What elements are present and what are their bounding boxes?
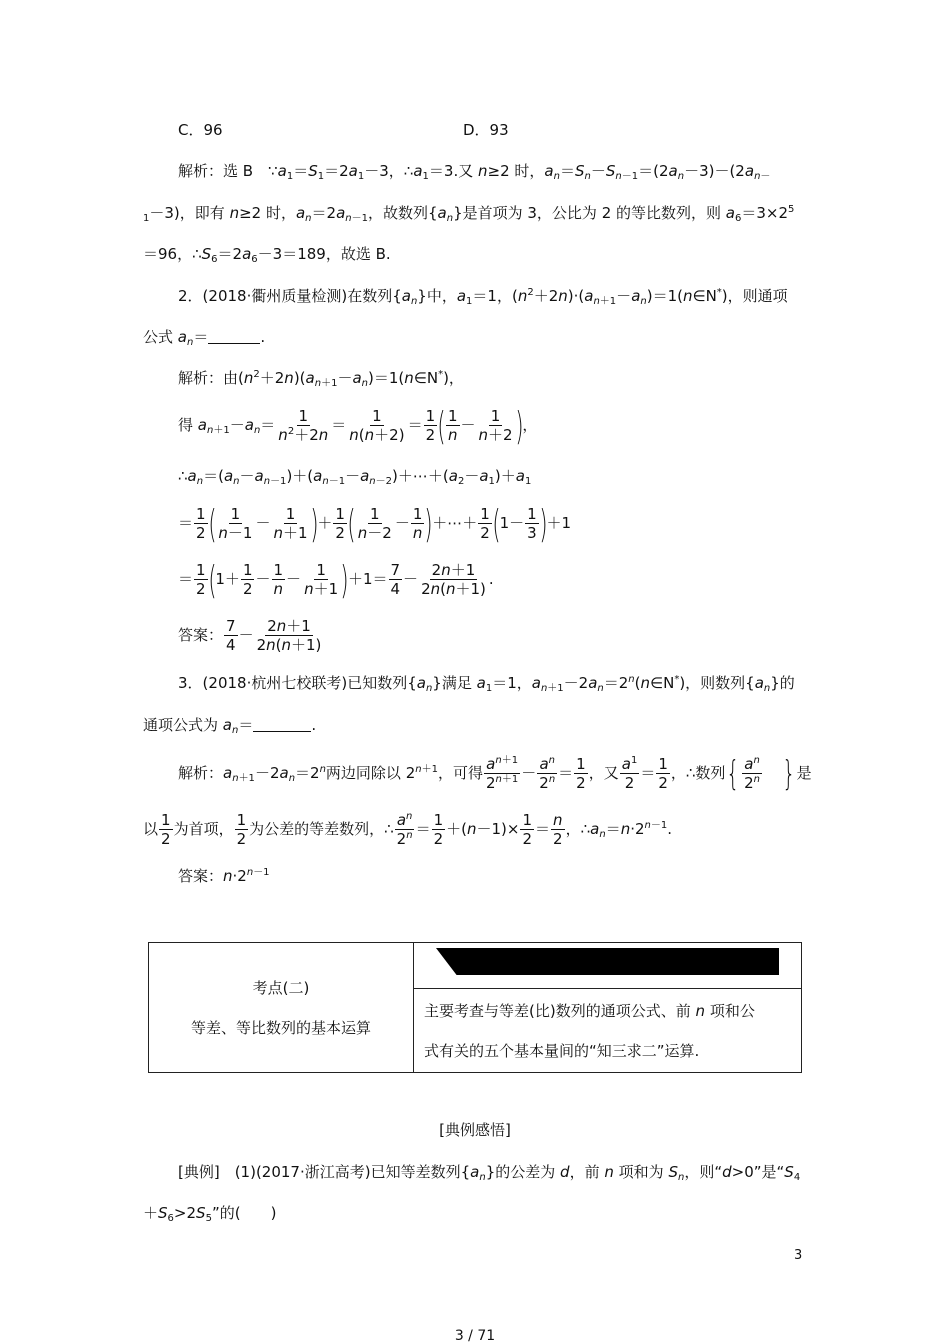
problem-2-line-2: 公式 $a_n=$ . [143,328,266,348]
topic-banner [436,948,779,975]
section-heading: [典例感悟] [439,1121,511,1139]
problem-2-answer: 答案： $\frac{7}{4}$ － $\frac{2n+1}{2n(n+1)}$ [178,617,322,654]
topic-cell [149,943,414,1073]
problem-3-line-1: 3．(2018·杭州七校联考)已知数列$\{a_n\}$满足 $a_1=1$，$a_{n+1}-2a_n=2^n(n\in N^*)$，则数列$\{a_n\}$的 [178,674,795,694]
solution-1-line-3: ＝96，$\therefore S_6=2a_6-3=189$，故选 B. [143,245,391,265]
example-line-1: [典例] (1)(2017·浙江高考)已知等差数列$\{a_n\}$的公差为 d，前 n 项和为 $S_n$，则“d>0”是“$S_4$ [178,1163,801,1183]
problem-3-line-2: 通项公式为 $a_n=$ . [143,716,317,736]
problem-3-solution-line-1: 解析：$a_{n+1}-2a_n=2^n$两边同除以 $2^{n+1}$，可得 $\frac{a^{n+1}}{2^{n+1}}$ － $\frac{a^n}{2^n}$ ＝ $\frac{1}{2}$ ，又 $\frac{a^1}{2}$ ＝ $\frac{1}{2}$ ，∴数列{ $\frac{a^n}{2^n}$ }是 [178,753,812,794]
topic-description: 主要考查与等差(比)数列的通项公式、前 n 项和公 式有关的五个基本量间的“知三求二”运算. [414,989,802,1073]
solution-1-line-2: $_1$－3)，即有 n≥2 时，$a_n=2a_{n-1}$，故数列$\{a_n\}$是首项为 3，公比为 2 的等比数列，则 $a_6=3\times 2^5$ [143,204,795,224]
problem-2-expansion: ＝ $\frac{1}{2}$ ( $\frac{1}{n-1}$ － $\frac{1}{n+1}$ )＋ $\frac{1}{2}$ ( $\frac{1}{n-2}$ － $\frac{1}{n}$ )＋⋯＋ $\frac{1}{2}$ (1－ $\frac{1}{3}$ )＋1 [178,501,572,546]
problem-2-line-1: 2．(2018·衢州质量检测)在数列$\{a_n\}$中，$a_1=1$，$(n^2+2n)\cdot(a_{n+1}-a_n)=1(n\in N^*)$，则通项 [178,287,788,307]
option-d: D．93 [463,121,509,139]
answer-blank-3 [253,717,311,732]
problem-2-solution-line-1: 解析：由$(n^2+2n)(a_{n+1}-a_n)=1(n\in N^*)$， [178,369,464,389]
answer-blank [208,329,260,344]
option-c: C．96 [178,121,223,139]
solution-1-line-1: 解析：选 B $\because a_1=S_1=2a_1-3$，$\therefore a_1=3$.又 n≥2 时，$a_n=S_n-S_{n-1}=(2a_n-3)-(2a_{n-}$ [178,162,771,182]
page-number: 3 [794,1248,803,1263]
problem-3-answer: 答案：$n\cdot 2^{n-1}$ [178,867,270,885]
topic-number: 考点(二) [252,978,310,997]
page-indicator: 3 / 71 [454,1328,496,1344]
problem-3-solution-line-2: 以 $\frac{1}{2}$ 为首项， $\frac{1}{2}$ 为公差的等差数列，∴ $\frac{a^n}{2^n}$ ＝ $\frac{1}{2}$ ＋(n－1)× $\frac{1}{2}$ ＝ $\frac{n}{2}$ ，$\therefore a_n=n\cdot 2^{n-1}$. [143,811,673,848]
topic-title: 等差、等比数列的基本运算 [190,1018,371,1037]
problem-2-derivation: 得 $a_{n+1}-a_n=$ $\frac{1}{n^2+2n}$ ＝ $\frac{1}{n(n+2)}$ ＝ $\frac{1}{2}$ ( $\frac{1}{n}$ － $\frac{1}{n+2}$ )， [178,403,538,448]
problem-2-sum-line: $\therefore a_n=(a_n-a_{n-1})+(a_{n-1}-a_{n-2})+\cdots+(a_2-a_1)+a_1$ [178,467,532,487]
problem-2-result: ＝ $\frac{1}{2}$ (1＋ $\frac{1}{2}$ － $\frac{1}{n}$ － $\frac{1}{n+1}$ )＋1＝ $\frac{7}{4}$ － $\frac{2n+1}{2n(n+1)}$ . [178,557,494,602]
example-line-2: $+S_6>2S_5$”的( ) [143,1204,277,1224]
